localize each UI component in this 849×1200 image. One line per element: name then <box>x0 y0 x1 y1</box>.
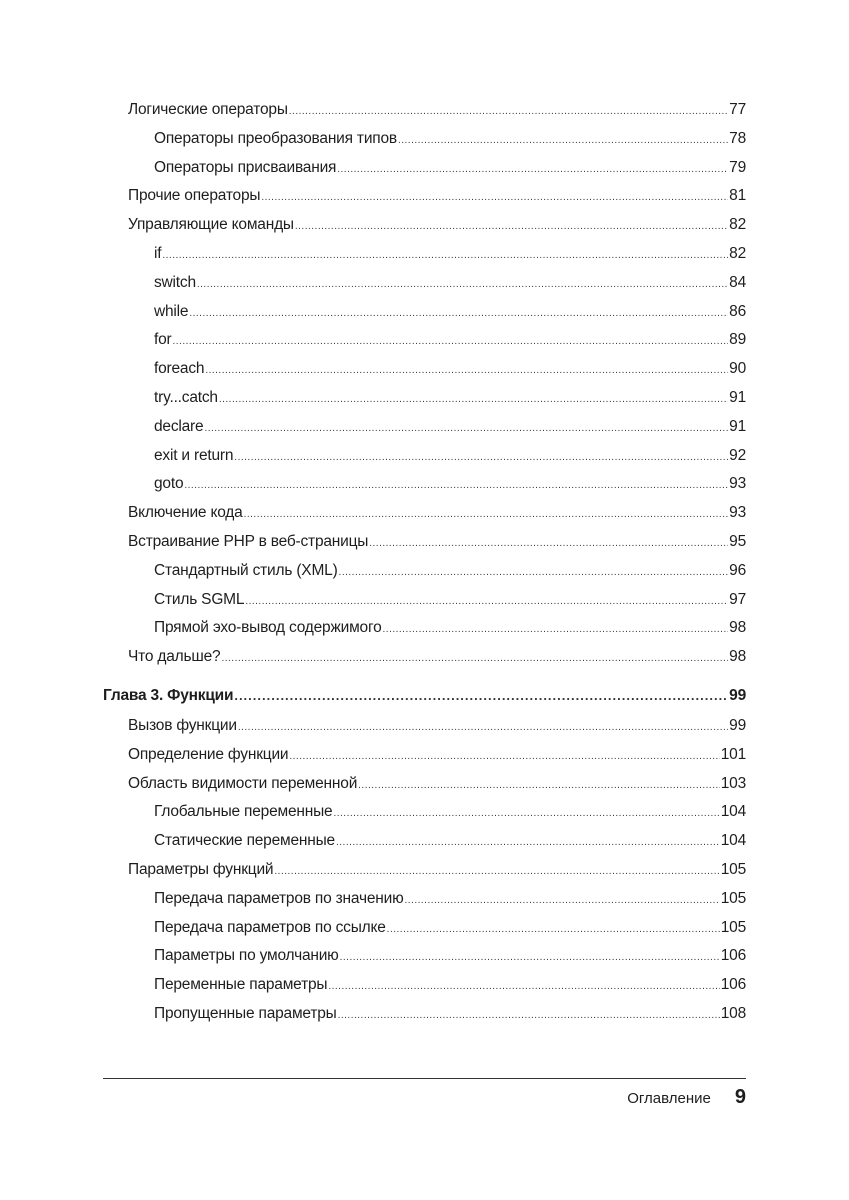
toc-entry-page: 82 <box>729 216 746 234</box>
toc-entry[interactable] <box>103 712 746 741</box>
toc-entry-title: Управляющие команды <box>128 216 294 234</box>
toc-entry[interactable] <box>103 557 746 586</box>
toc-entry-title: Вызов функции <box>128 716 237 734</box>
dot-leader <box>383 616 729 645</box>
toc-entry-title: Область видимости переменной <box>128 774 358 792</box>
toc-entry[interactable] <box>103 914 746 943</box>
dot-leader <box>173 328 729 357</box>
running-footer-label: Оглавление <box>627 1090 711 1107</box>
toc-entry-page: 92 <box>729 446 746 464</box>
toc-entry-title: Переменные параметры <box>154 976 328 994</box>
toc-entry-title: try...catch <box>154 388 218 406</box>
toc-entry[interactable] <box>103 885 746 914</box>
dot-leader <box>189 300 728 329</box>
toc-entry-page: 105 <box>720 860 746 878</box>
dot-leader <box>184 472 728 501</box>
dot-leader <box>234 444 728 473</box>
table-of-contents <box>103 96 746 1029</box>
toc-entry-page: 93 <box>729 504 746 522</box>
dot-leader <box>333 800 719 829</box>
toc-entry-page: 90 <box>729 360 746 378</box>
toc-entry[interactable] <box>103 211 746 240</box>
page-number: 9 <box>734 1086 746 1108</box>
dot-leader <box>405 887 720 916</box>
toc-entry-page: 84 <box>729 273 746 291</box>
dot-leader <box>197 271 728 300</box>
toc-entry-title: Прочие операторы <box>128 187 261 205</box>
dot-leader <box>289 98 728 127</box>
toc-entry-page: 82 <box>729 244 746 262</box>
toc-entry[interactable] <box>103 741 746 770</box>
toc-entry-title: Глобальные переменные <box>154 803 333 821</box>
toc-entry-title: switch <box>154 273 196 291</box>
dot-leader <box>336 829 720 858</box>
toc-entry-page: 78 <box>729 129 746 147</box>
toc-entry[interactable] <box>103 614 746 643</box>
toc-entry-page: 99 <box>729 716 746 734</box>
toc-entry-title: Что дальше? <box>128 648 221 666</box>
toc-entry-title: exit и return <box>154 446 234 464</box>
toc-entry-title: Передача параметров по ссылке <box>154 918 386 936</box>
toc-entry-page: 86 <box>729 302 746 320</box>
toc-entry[interactable] <box>103 586 746 615</box>
toc-entry-title: if <box>154 244 162 262</box>
toc-entry-page: 91 <box>729 417 746 435</box>
dot-leader <box>244 501 729 530</box>
toc-entry-title: Параметры по умолчанию <box>154 947 339 965</box>
toc-entry[interactable] <box>103 942 746 971</box>
toc-entry-page: 79 <box>729 158 746 176</box>
toc-entry-page: 101 <box>720 745 746 763</box>
footer-divider <box>103 1078 746 1079</box>
toc-entry[interactable] <box>103 643 746 672</box>
toc-entry[interactable] <box>103 154 746 183</box>
toc-entry-title: Стандартный стиль (XML) <box>154 561 338 579</box>
dot-leader <box>369 530 728 559</box>
toc-entry[interactable] <box>103 528 746 557</box>
dot-leader <box>261 184 728 213</box>
dot-leader <box>337 156 728 185</box>
toc-entry-page: 106 <box>720 976 746 994</box>
dot-leader <box>328 973 719 1002</box>
toc-entry[interactable] <box>103 240 746 269</box>
toc-entry-title: Пропущенные параметры <box>154 1004 337 1022</box>
toc-entry-title: Статические переменные <box>154 832 335 850</box>
toc-entry-page: 104 <box>720 832 746 850</box>
dot-leader <box>234 682 728 711</box>
toc-entry[interactable] <box>103 326 746 355</box>
dot-leader <box>338 1002 720 1031</box>
toc-entry-page: 99 <box>729 686 746 704</box>
toc-entry[interactable] <box>103 96 746 125</box>
toc-entry-page: 106 <box>720 947 746 965</box>
toc-entry-page: 104 <box>720 803 746 821</box>
toc-entry-title: Встраивание PHP в веб-страницы <box>128 532 369 550</box>
toc-entry-title: foreach <box>154 360 205 378</box>
toc-entry[interactable] <box>103 470 746 499</box>
toc-entry-page: 95 <box>729 532 746 550</box>
toc-entry-title: Определение функции <box>128 745 289 763</box>
dot-leader <box>205 357 728 386</box>
dot-leader <box>339 559 729 588</box>
toc-entry-page: 91 <box>729 388 746 406</box>
toc-entry-title: declare <box>154 417 204 435</box>
toc-entry-page: 105 <box>720 918 746 936</box>
toc-entry-page: 89 <box>729 331 746 349</box>
toc-entry-title: for <box>154 331 172 349</box>
toc-entry-title: Глава 3. Функции <box>103 686 234 704</box>
toc-entry[interactable] <box>103 298 746 327</box>
dot-leader <box>289 743 719 772</box>
toc-entry-title: Передача параметров по значению <box>154 889 404 907</box>
dot-leader <box>387 916 720 945</box>
toc-entry-title: Стиль SGML <box>154 590 245 608</box>
toc-entry-page: 105 <box>720 889 746 907</box>
page-footer <box>627 1086 746 1109</box>
toc-entry-page: 97 <box>729 590 746 608</box>
dot-leader <box>295 213 728 242</box>
dot-leader <box>219 386 728 415</box>
dot-leader <box>162 242 728 271</box>
dot-leader <box>204 415 728 444</box>
toc-entry-title: Логические операторы <box>128 101 288 118</box>
toc-entry-title: Прямой эхо-вывод содержимого <box>154 619 382 637</box>
toc-entry[interactable] <box>103 384 746 413</box>
toc-entry[interactable] <box>103 355 746 384</box>
toc-entry[interactable] <box>103 413 746 442</box>
dot-leader <box>340 944 720 973</box>
toc-entry-page: 81 <box>729 187 746 205</box>
toc-entry-title: Включение кода <box>128 504 243 522</box>
toc-entry-page: 98 <box>729 648 746 666</box>
toc-entry[interactable] <box>103 269 746 298</box>
toc-entry-page: 96 <box>729 561 746 579</box>
toc-entry-page: 108 <box>720 1004 746 1022</box>
toc-entry[interactable] <box>103 770 746 799</box>
dot-leader <box>238 714 728 743</box>
toc-entry[interactable] <box>103 182 746 211</box>
toc-entry-page: 77 <box>729 101 746 118</box>
toc-entry-page: 103 <box>720 774 746 792</box>
toc-entry-title: Операторы преобразования типов <box>154 129 397 147</box>
toc-entry-title: Параметры функций <box>128 860 274 878</box>
toc-entry[interactable] <box>103 971 746 1000</box>
toc-entry[interactable] <box>103 1000 746 1029</box>
toc-chapter-entry[interactable] <box>103 682 746 712</box>
toc-entry[interactable] <box>103 827 746 856</box>
toc-entry[interactable] <box>103 499 746 528</box>
toc-entry-title: while <box>154 302 189 320</box>
toc-entry-page: 98 <box>729 619 746 637</box>
dot-leader <box>274 858 719 887</box>
dot-leader <box>245 588 728 617</box>
toc-entry[interactable] <box>103 856 746 885</box>
toc-entry-title: Операторы присваивания <box>154 158 337 176</box>
toc-entry[interactable] <box>103 442 746 471</box>
toc-entry[interactable] <box>103 125 746 154</box>
toc-entry-page: 93 <box>729 475 746 493</box>
dot-leader <box>221 645 728 674</box>
dot-leader <box>398 127 728 156</box>
dot-leader <box>358 772 720 801</box>
toc-entry-title: goto <box>154 475 184 493</box>
toc-entry[interactable] <box>103 798 746 827</box>
